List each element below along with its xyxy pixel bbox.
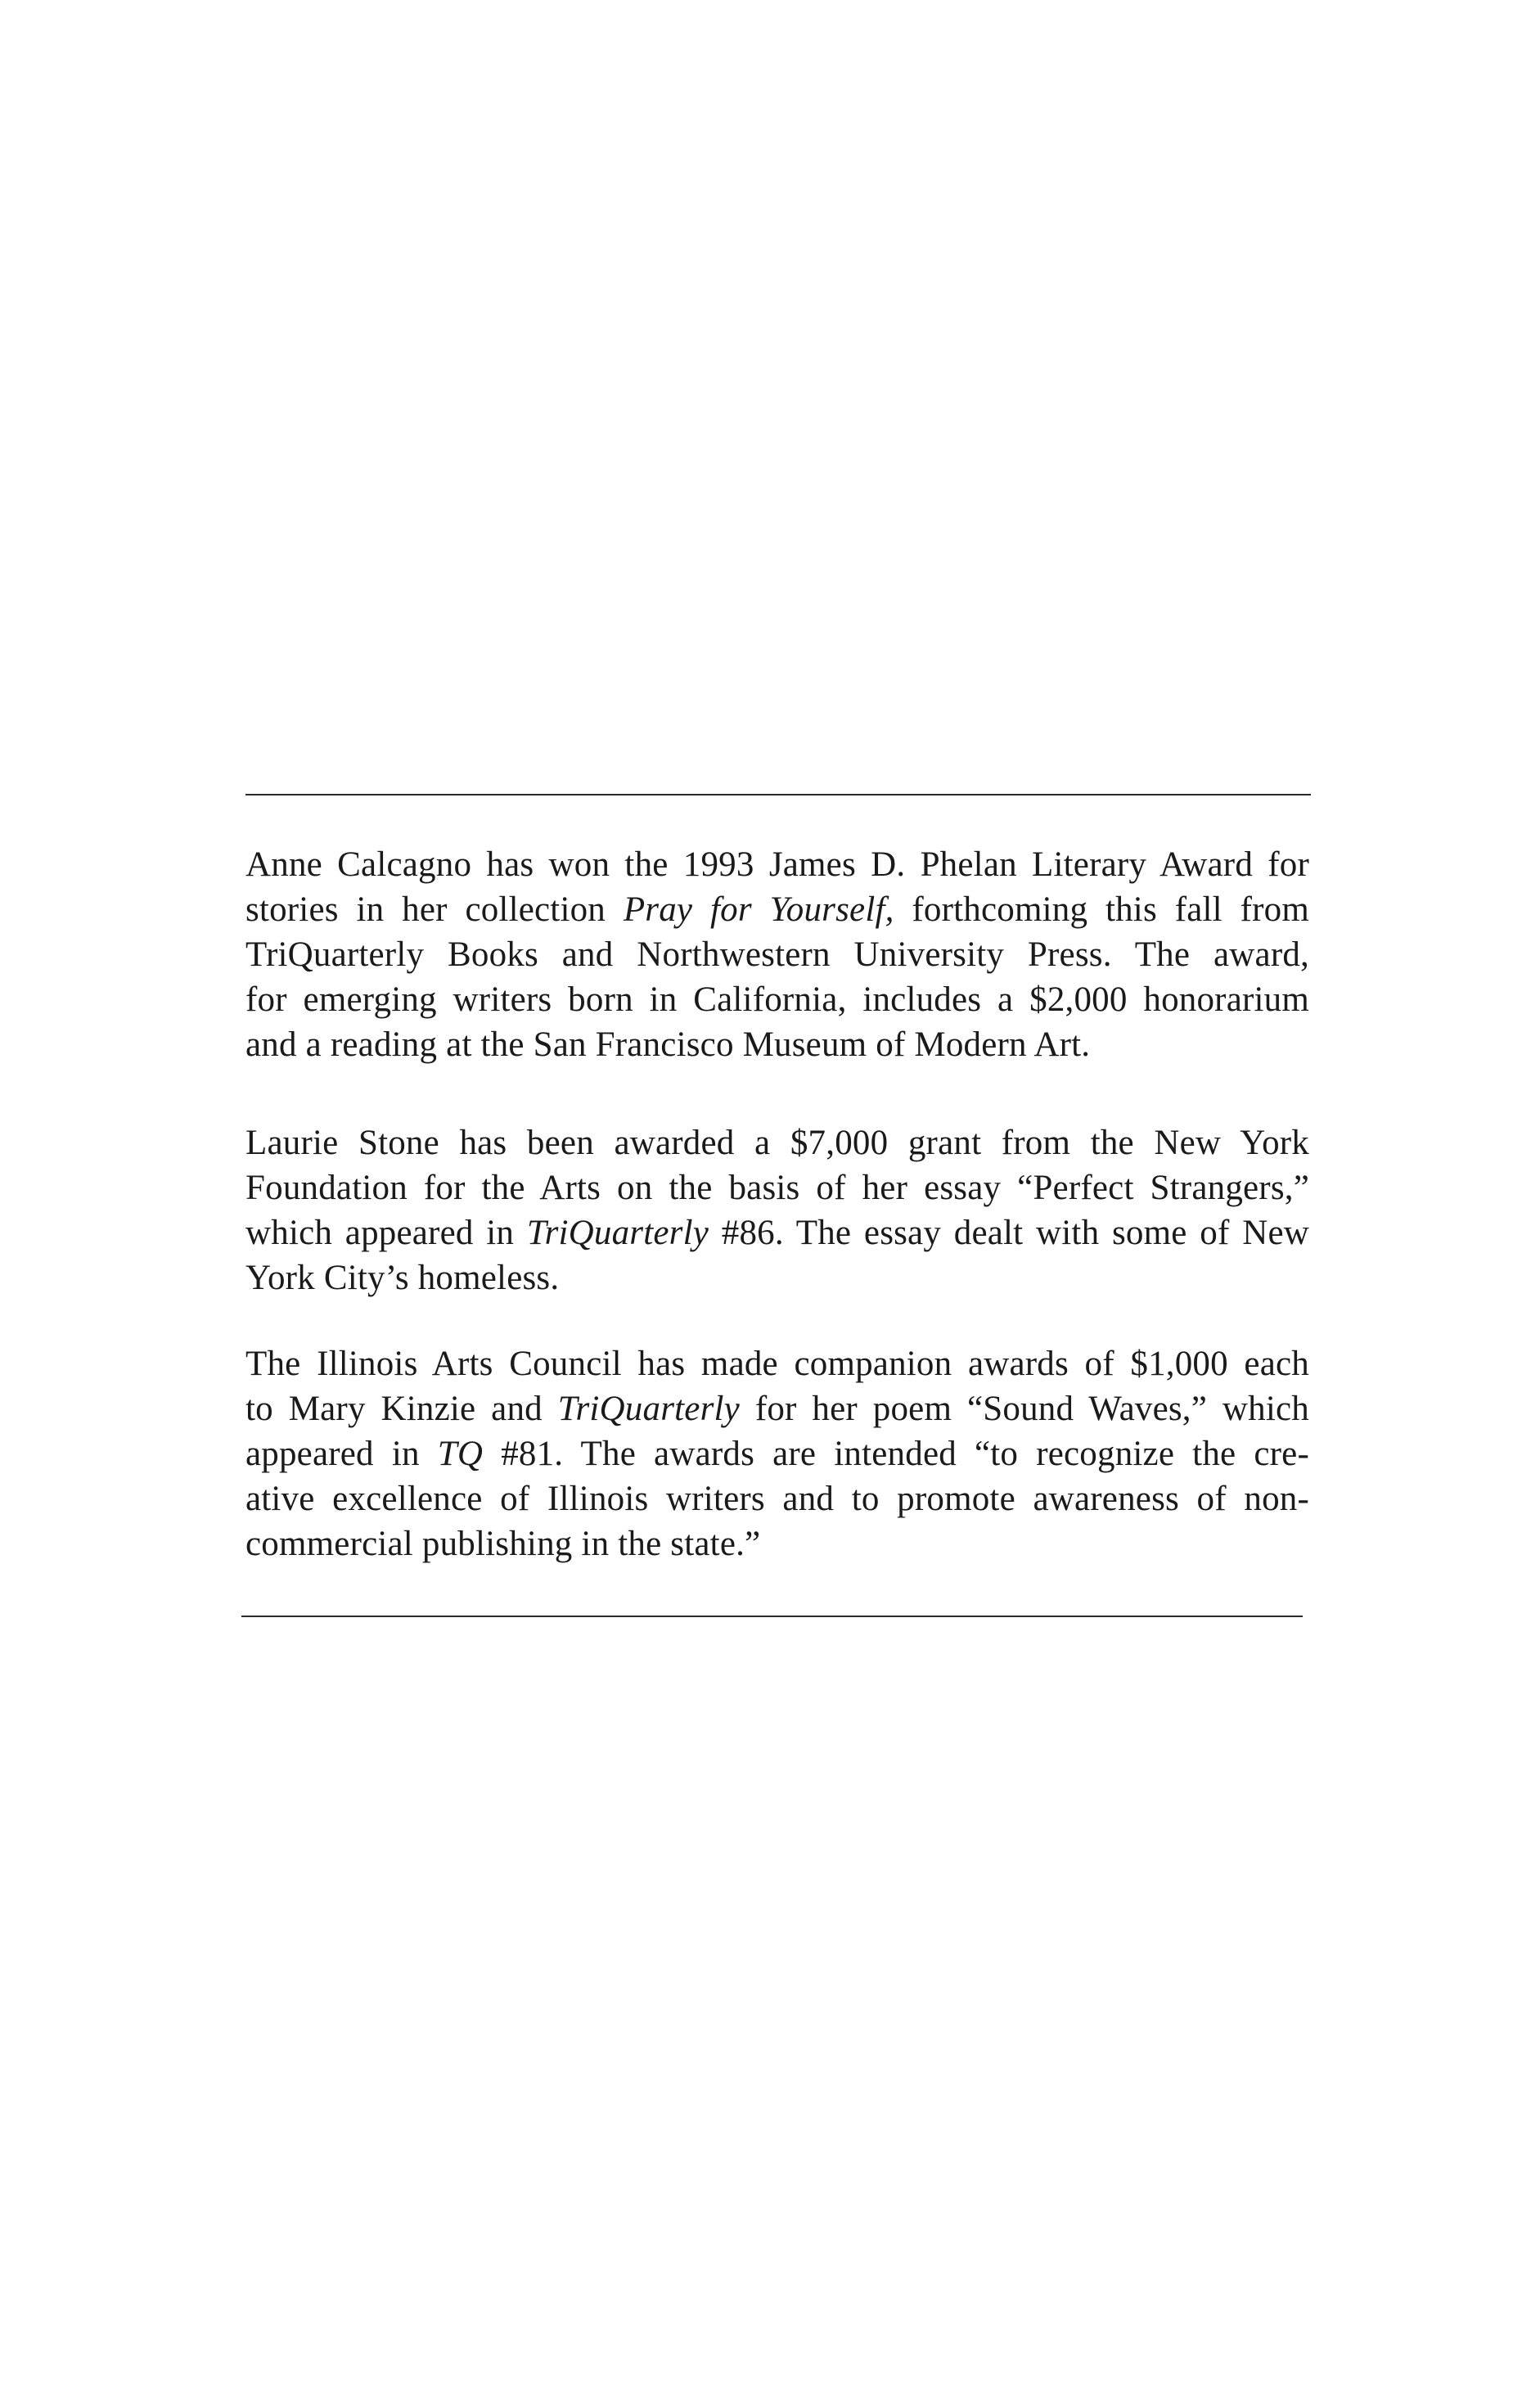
text-line [245, 843, 1309, 887]
journal-title-italic: TriQuarterly [557, 1390, 740, 1428]
text-line [245, 978, 1309, 1022]
text-segment: appeared in [245, 1435, 438, 1473]
text-line [245, 888, 1309, 932]
text-line [245, 1166, 1309, 1210]
journal-title-italic: TriQuarterly [526, 1214, 709, 1252]
top-divider-rule [245, 794, 1311, 795]
text-segment: York City’s homeless. [245, 1259, 560, 1297]
text-segment: for emerging writers born in California, includes a $2,000 honorarium [245, 980, 1309, 1019]
text-segment: #81. The awards are intended “to recognize the cre- [483, 1435, 1309, 1473]
book-title-italic: Pray for Yourself, [623, 890, 894, 929]
text-line [245, 1121, 1309, 1165]
text-line [245, 1432, 1309, 1476]
text-segment: ative excellence of Illinois writers and to promote awareness of non- [245, 1480, 1309, 1518]
text-segment: Anne Calcagno has won the 1993 James D. Phelan Literary Award for [245, 845, 1309, 884]
text-segment: which appeared in [245, 1214, 527, 1252]
text-line [245, 1211, 1309, 1255]
text-segment: commercial publishing in the state.” [245, 1525, 761, 1563]
text-segment: stories in her collection [245, 890, 624, 929]
text-segment: and a reading at the San Francisco Museum of Modern Art. [245, 1025, 1091, 1064]
text-segment: forthcoming this fall from [894, 890, 1309, 929]
text-line [245, 1522, 1309, 1566]
text-line [245, 933, 1309, 977]
text-segment: for her poem “Sound Waves,” which [739, 1390, 1309, 1428]
text-segment: Foundation for the Arts on the basis of her essay “Perfect Strangers,” [245, 1169, 1309, 1207]
text-segment: Laurie Stone has been awarded a $7,000 grant from the New York [245, 1124, 1309, 1162]
text-segment: to Mary Kinzie and [245, 1390, 558, 1428]
journal-abbrev-italic: TQ [437, 1435, 484, 1473]
text-segment: TriQuarterly Books and Northwestern University Press. The award, [245, 935, 1309, 974]
text-segment: #86. The essay dealt with some of New [709, 1214, 1309, 1252]
bottom-divider-rule [241, 1616, 1303, 1617]
text-line [245, 1477, 1309, 1521]
text-segment: The Illinois Arts Council has made companion awards of $1,000 each [245, 1345, 1309, 1383]
text-line [245, 1342, 1309, 1386]
text-line [245, 1023, 1309, 1067]
text-line [245, 1387, 1309, 1431]
text-line [245, 1256, 1309, 1300]
